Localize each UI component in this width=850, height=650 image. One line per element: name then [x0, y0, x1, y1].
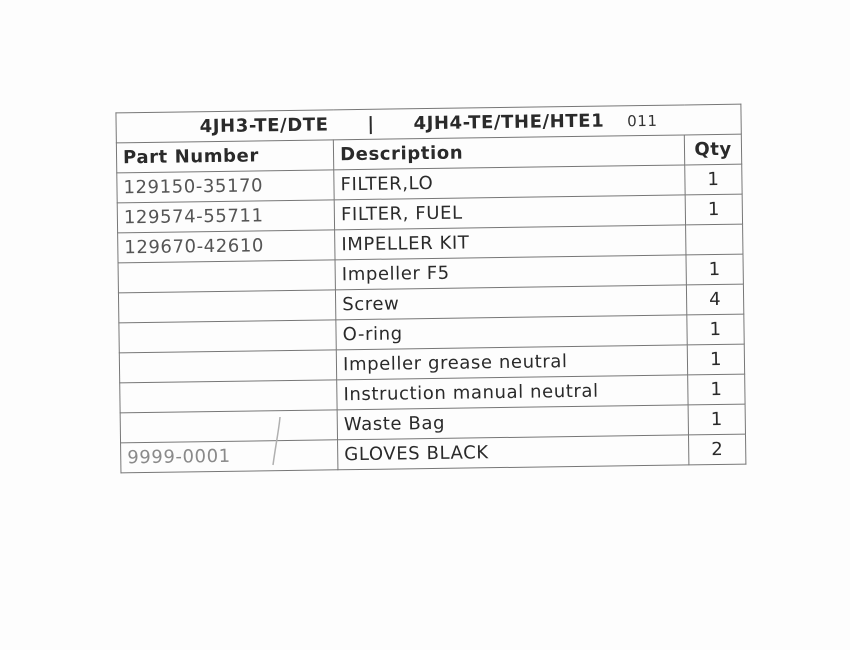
model-left: 4JH3-TE/DTE: [199, 114, 329, 138]
part-number-cell: [120, 380, 338, 413]
description-cell: Screw: [336, 285, 687, 320]
column-header-description: Description: [333, 135, 684, 170]
qty-cell: 2: [689, 434, 746, 465]
qty-cell: 1: [687, 344, 744, 375]
description-cell: Impeller F5: [335, 255, 686, 290]
part-number-cell: 129150-35170: [117, 170, 335, 203]
part-number-cell: 129574-55711: [117, 200, 335, 233]
description-cell: Instruction manual neutral: [337, 375, 688, 410]
parts-label: [115, 104, 746, 485]
qty-cell: [686, 224, 743, 255]
part-number-cell: 9999-0001: [121, 440, 339, 473]
part-number-cell: [120, 410, 338, 443]
qty-cell: 1: [685, 164, 742, 195]
qty-cell: 1: [685, 194, 742, 225]
description-cell: O-ring: [336, 315, 687, 350]
description-cell: GLOVES BLACK: [338, 435, 689, 470]
part-number-cell: 129670-42610: [118, 230, 336, 263]
model-right: 4JH4-TE/THE/HTE1: [413, 110, 605, 135]
part-number-cell: [119, 320, 337, 353]
kit-code: 011: [626, 111, 658, 131]
qty-cell: 1: [688, 374, 745, 405]
part-number-cell: [119, 350, 337, 383]
model-separator: |: [367, 113, 375, 135]
qty-cell: 1: [686, 254, 743, 285]
parts-table: [115, 104, 746, 474]
column-header-qty: Qty: [684, 134, 741, 165]
description-cell: Impeller grease neutral: [336, 345, 687, 380]
qty-cell: 1: [687, 314, 744, 345]
description-cell: IMPELLER KIT: [335, 225, 686, 260]
description-cell: Waste Bag: [337, 405, 688, 440]
part-number-cell: [118, 260, 336, 293]
pen-mark: [266, 415, 286, 470]
description-cell: FILTER,LO: [334, 165, 685, 200]
description-cell: FILTER, FUEL: [334, 195, 685, 230]
part-number-cell: [118, 290, 336, 323]
qty-cell: 1: [688, 404, 745, 435]
column-header-part-number: Part Number: [116, 140, 334, 173]
qty-cell: 4: [687, 284, 744, 315]
